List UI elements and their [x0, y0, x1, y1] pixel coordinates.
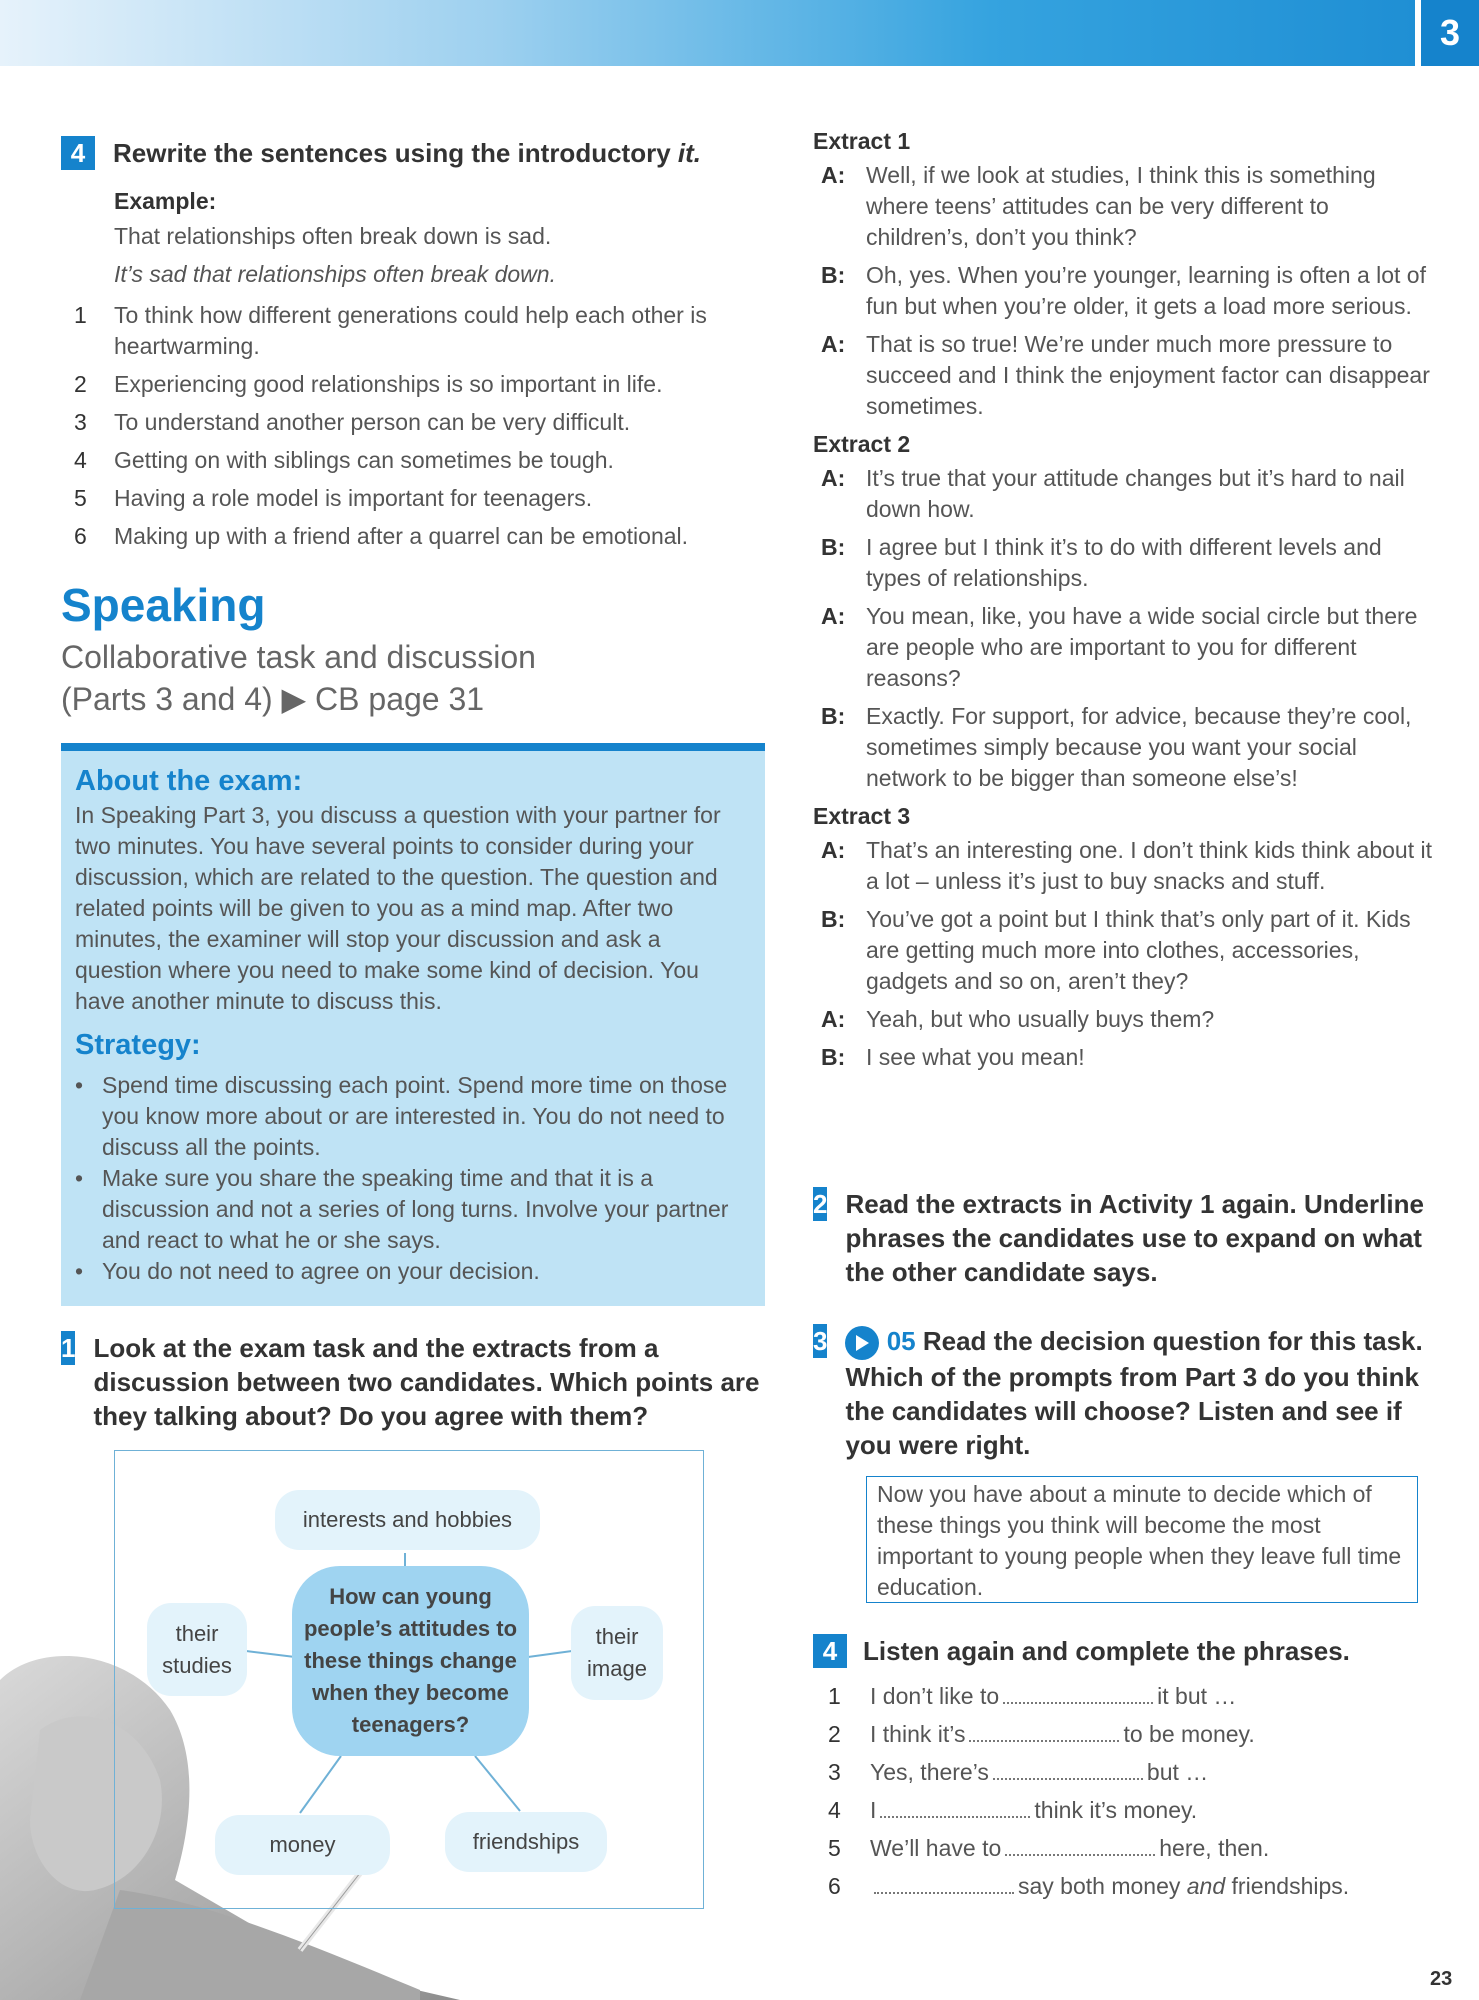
item-number: 3 [74, 409, 87, 435]
instruction-it: it. [677, 138, 701, 168]
strategy-item-text: Make sure you share the speaking time and that it is a discussion and not a series of long turns. Involve your partner and react to what he or she says. [102, 1165, 729, 1253]
dialogue-line [813, 1004, 1433, 1035]
speaker-label: A: [821, 837, 846, 863]
strategy-item [75, 1163, 751, 1256]
unit-number: 3 [1439, 12, 1461, 53]
phrase-text [870, 1871, 1349, 1902]
speaker-label: B: [821, 703, 846, 729]
strategy-list [75, 1070, 751, 1287]
decision-question-box [866, 1476, 1418, 1603]
answer-blank[interactable] [1005, 1834, 1155, 1856]
dialogue-text: Oh, yes. When you’re younger, learning is often a lot of fun but when you’re older, it gets a load more serious. [866, 262, 1426, 319]
audio-track-number: 05 [886, 1326, 916, 1356]
dialogue-line [813, 1042, 1433, 1073]
dialogue-line [813, 601, 1433, 694]
phrase-before: We’ll have to [870, 1835, 1002, 1861]
phrase-text [870, 1757, 1208, 1788]
speaker-label: A: [821, 1006, 846, 1032]
item-number: 2 [74, 371, 87, 397]
example-label: Example: [114, 188, 217, 214]
dialogue-line [813, 701, 1433, 794]
mind-map-central-question: How can young people’s attitudes to these things change when they become teenagers? [292, 1566, 529, 1756]
about-the-exam-box [61, 743, 765, 1306]
activity-instruction: Read the extracts in Activity 1 again. Underline phrases the candidates use to expand on what the other candidate says. [845, 1189, 1424, 1287]
phrase-before: I think it’s [870, 1721, 966, 1747]
dialogue-line [813, 532, 1433, 594]
activity-number: 2 [813, 1187, 827, 1221]
list-item [74, 407, 754, 438]
activity-instruction: Look at the exam task and the extracts from a discussion between two candidates. Which points are they talking about? Do you agree with them? [93, 1333, 760, 1431]
phrase-after: to be money. [1123, 1721, 1255, 1747]
item-number: 1 [828, 1683, 841, 1709]
mind-map-prompt-top: interests and hobbies [275, 1490, 540, 1550]
dialogue-text: You’ve got a point but I think that’s only part of it. Kids are getting much more into clothes, accessories, gadgets and so on, aren’t they? [866, 906, 1411, 994]
dialogue-line [813, 329, 1433, 422]
section-subtitle [61, 636, 536, 720]
mind-map-prompt-left: their studies [147, 1603, 247, 1696]
phrase-text [870, 1795, 1197, 1826]
example-sentence: That relationships often break down is sad. [114, 223, 552, 249]
phrase-item [828, 1833, 1428, 1864]
phrase-text [870, 1681, 1236, 1712]
phrase-after: say both money [1018, 1873, 1187, 1899]
strategy-item [75, 1070, 751, 1163]
item-number: 4 [828, 1797, 841, 1823]
decision-question-text: Now you have about a minute to decide which of these things you think will become the most important to young people when they leave full time education. [877, 1481, 1402, 1600]
speaker-label: B: [821, 906, 846, 932]
mind-map-prompt-right: their image [571, 1606, 663, 1700]
dialogue-text: You mean, like, you have a wide social circle but there are people who are important to you for different reasons? [866, 603, 1418, 691]
speaker-label: A: [821, 465, 846, 491]
extract [813, 801, 1433, 1073]
phrase-item [828, 1795, 1428, 1826]
answer-blank[interactable] [969, 1720, 1119, 1742]
item-text: Having a role model is important for teenagers. [114, 485, 593, 511]
page-number: 23 [1430, 1968, 1453, 1990]
activity-number: 3 [813, 1324, 827, 1358]
activity-number: 4 [813, 1634, 847, 1668]
activity-instruction [113, 136, 701, 170]
item-number: 2 [828, 1721, 841, 1747]
answer-blank[interactable] [874, 1872, 1014, 1894]
activity-3-instruction-text: Read the decision question for this task. Which of the prompts from Part 3 do you think the candidates will choose? Listen and see if you were right. [845, 1326, 1423, 1461]
dialogue-text: I see what you mean! [866, 1044, 1085, 1070]
item-number: 6 [828, 1873, 841, 1899]
phrase-after: think it’s money. [1034, 1797, 1198, 1823]
item-number: 3 [828, 1759, 841, 1785]
section-title: Speaking [61, 579, 266, 631]
bullet-icon: • [75, 1072, 84, 1098]
item-number: 1 [74, 302, 87, 328]
list-item [74, 445, 754, 476]
strategy-item-text: You do not need to agree on your decision. [102, 1258, 540, 1284]
dialogue-line [813, 835, 1433, 897]
dialogue-line [813, 160, 1433, 253]
phrase-after-end: friendships. [1225, 1873, 1350, 1899]
activity-instruction: Listen again and complete the phrases. [863, 1636, 1350, 1666]
speaker-label: A: [821, 603, 846, 629]
dialogue-line [813, 260, 1433, 322]
phrase-item [828, 1871, 1428, 1902]
strategy-item [75, 1256, 751, 1287]
phrase-text [870, 1719, 1255, 1750]
extracts-column [813, 126, 1433, 1080]
dialogue-text: It’s true that your attitude changes but it’s hard to nail down how. [866, 465, 1405, 522]
dialogue-line [813, 904, 1433, 997]
instruction-text: Rewrite the sentences using the introductory [113, 138, 678, 168]
phrase-item [828, 1757, 1428, 1788]
about-exam-title: About the exam: [75, 765, 303, 797]
activity-1-heading [61, 1331, 761, 1433]
mind-map-prompt-bottom-left: money [215, 1815, 390, 1875]
subtitle-line-2: (Parts 3 and 4) ▶ CB page 31 [61, 681, 485, 717]
unit-number-tab [1421, 0, 1479, 66]
item-text: Getting on with siblings can sometimes be tough. [114, 447, 614, 473]
extract-label: Extract 2 [813, 431, 911, 457]
activity-3-heading [813, 1324, 1428, 1462]
rewrite-sentence-list [74, 300, 754, 559]
speaker-label: B: [821, 262, 846, 288]
dialogue-text: I agree but I think it’s to do with different levels and types of relationships. [866, 534, 1382, 591]
list-item [74, 369, 754, 400]
extract [813, 126, 1433, 422]
speaker-label: B: [821, 1044, 846, 1070]
dialogue-text: Yeah, but who usually buys them? [866, 1006, 1215, 1032]
subtitle-line-1: Collaborative task and discussion [61, 639, 536, 675]
dialogue-text: Well, if we look at studies, I think this is something where teens’ attitudes can be very different to children’s, don’t you think? [866, 162, 1376, 250]
list-item [74, 521, 754, 552]
answer-blank[interactable] [880, 1796, 1030, 1818]
phrase-after-italic: and [1186, 1873, 1226, 1899]
phrase-item [828, 1681, 1428, 1712]
item-number: 5 [828, 1835, 841, 1861]
mind-map [114, 1450, 704, 1909]
bullet-icon: • [75, 1165, 84, 1191]
item-text: To think how different generations could help each other is heartwarming. [114, 302, 707, 359]
activity-number: 4 [61, 136, 95, 170]
item-number: 5 [74, 485, 87, 511]
phrase-before: I don’t like to [870, 1683, 1000, 1709]
speaker-label: B: [821, 534, 846, 560]
item-text: Experiencing good relationships is so important in life. [114, 371, 663, 397]
list-item [74, 300, 754, 362]
phrase-after: it but … [1157, 1683, 1237, 1709]
dialogue-text: That’s an interesting one. I don’t think kids think about it a lot – unless it’s just to buy snacks and stuff. [866, 837, 1432, 894]
extract-label: Extract 1 [813, 128, 911, 154]
bullet-icon: • [75, 1258, 84, 1284]
item-text: To understand another person can be very difficult. [114, 409, 631, 435]
item-text: Making up with a friend after a quarrel can be emotional. [114, 523, 689, 549]
answer-blank[interactable] [1003, 1682, 1153, 1704]
phrase-item [828, 1719, 1428, 1750]
phrase-before: Yes, there’s [870, 1759, 989, 1785]
example-answer: It’s sad that relationships often break down. [114, 261, 556, 287]
item-number: 4 [74, 447, 87, 473]
phrase-after: here, then. [1159, 1835, 1270, 1861]
activity-2-heading [813, 1187, 1428, 1289]
strategy-title: Strategy: [75, 1029, 201, 1061]
header-banner [0, 0, 1415, 66]
dialogue-text: Exactly. For support, for advice, because they’re cool, sometimes simply because you want your social network to be bigger than someone else’s! [866, 703, 1412, 791]
phrase-before: I [870, 1797, 877, 1823]
speaker-label: A: [821, 162, 846, 188]
strategy-item-text: Spend time discussing each point. Spend more time on those you know more about or are interested in. You do not need to discuss all the points. [102, 1072, 728, 1160]
speaker-label: A: [821, 331, 846, 357]
activity-4-rewrite-heading [61, 136, 701, 170]
about-exam-text: In Speaking Part 3, you discuss a question with your partner for two minutes. You have several points to consider during your discussion, which are related to the question. The question and related points will be given to you as a mind map. After two minutes, the examiner will stop your discussion and ask a question where you need to make some kind of decision. You have another minute to discuss this. [75, 802, 721, 1014]
extract [813, 429, 1433, 794]
activity-number: 1 [61, 1331, 75, 1365]
list-item [74, 483, 754, 514]
dialogue-text: That is so true! We’re under much more pressure to succeed and I think the enjoyment factor can disappear sometimes. [866, 331, 1430, 419]
audio-play-icon[interactable] [845, 1326, 879, 1360]
answer-blank[interactable] [993, 1758, 1143, 1780]
extract-label: Extract 3 [813, 803, 911, 829]
phrase-text [870, 1833, 1269, 1864]
activity-4-complete-heading [813, 1634, 1428, 1668]
mind-map-prompt-bottom-right: friendships [445, 1812, 607, 1872]
example-block [114, 185, 556, 290]
item-number: 6 [74, 523, 87, 549]
complete-phrases-list [828, 1681, 1428, 1909]
activity-instruction [845, 1324, 1428, 1462]
dialogue-line [813, 463, 1433, 525]
phrase-after: but … [1146, 1759, 1209, 1785]
